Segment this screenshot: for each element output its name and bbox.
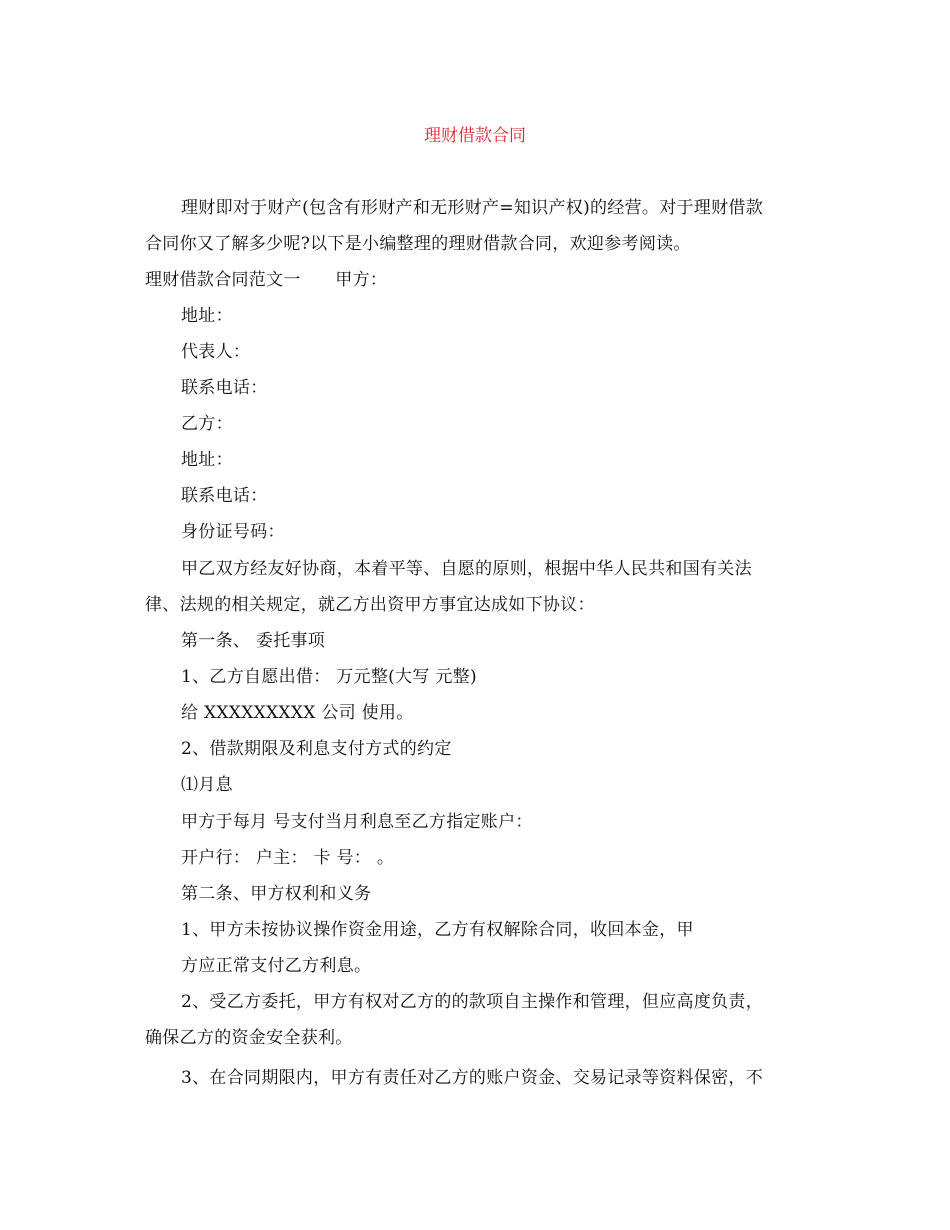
document-title: 理财借款合同 [424,126,526,146]
article-1-heading: 第一条、 委托事项 [181,631,326,651]
article-2-item-3: 3、在合同期限内，甲方有责任对乙方的账户资金、交易记录等资料保密，不 [181,1068,764,1088]
article-2-item-1: 1、甲方未按协议操作资金用途，乙方有权解除合同，收回本金，甲 [181,920,694,940]
article-1-item-1-cont: 给 XXXXXXXXX 公司 使用。 [181,703,414,723]
sample-heading-party-a: 理财借款合同范文一 甲方： [145,270,388,290]
article-1-item-1: 1、乙方自愿出借： 万元整(大写 元整) [181,667,477,687]
party-b-phone: 联系电话： [181,486,268,506]
party-b-id-number: 身份证号码： [181,522,285,542]
party-b-address: 地址： [181,450,233,470]
party-a-representative: 代表人： [181,342,251,362]
party-a-phone: 联系电话： [181,378,268,398]
interest-payment-line: 甲方于每月 号支付当月利息至乙方指定账户： [181,812,533,832]
agreement-line-1: 甲乙双方经友好协商，本着平等、自愿的原则，根据中华人民共和国有关法 [181,559,752,579]
monthly-interest-label: ⑴月息 [181,775,233,795]
article-2-item-2: 2、受乙方委托，甲方有权对乙方的的款项自主操作和管理，但应高度负责， [181,992,764,1012]
agreement-line-2: 律、法规的相关规定，就乙方出资甲方事宜达成如下协议： [145,595,595,615]
article-2-item-1-cont: 方应正常支付乙方利息。 [181,956,372,976]
intro-line-2: 合同你又了解多少呢?以下是小编整理的理财借款合同，欢迎参考阅读。 [145,234,691,254]
article-1-item-2: 2、借款期限及利息支付方式的约定 [181,739,452,759]
article-2-heading: 第二条、甲方权利和义务 [181,884,372,904]
article-2-item-2-cont: 确保乙方的资金安全获利。 [145,1028,353,1048]
intro-line-1: 理财即对于财产(包含有形财产和无形财产=知识产权)的经营。对于理财借款 [181,198,764,218]
bank-account-line: 开户行： 户主： 卡 号： 。 [181,848,395,868]
party-b-label: 乙方： [181,414,233,434]
party-a-address: 地址： [181,306,233,326]
